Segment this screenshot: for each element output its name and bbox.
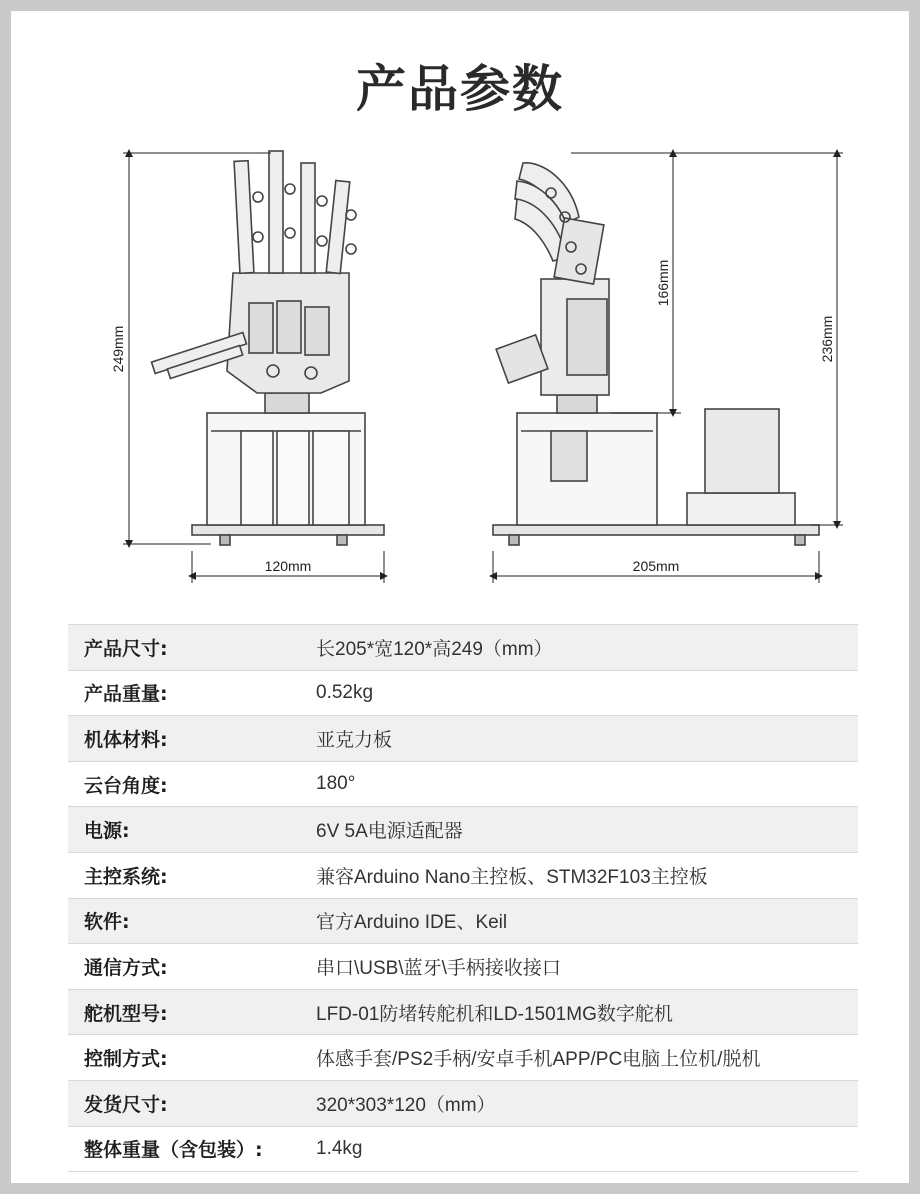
spec-row bbox=[68, 944, 858, 990]
front-width-label: 120mm bbox=[264, 558, 312, 574]
spec-value: 体感手套/PS2手柄/安卓手机APP/PC电脑上位机/脱机 bbox=[316, 1049, 761, 1071]
spec-label: 发货尺寸: bbox=[84, 1093, 168, 1116]
side-hand-height-label: 166mm bbox=[655, 259, 671, 307]
spec-label: 控制方式: bbox=[84, 1048, 168, 1071]
spec-row bbox=[68, 762, 858, 808]
spec-value: 长205*宽120*高249（mm） bbox=[316, 638, 553, 660]
spec-row bbox=[68, 671, 858, 717]
spec-value: 串口\USB\蓝牙\手柄接收接口 bbox=[316, 957, 561, 979]
spec-row bbox=[68, 807, 858, 853]
spec-value: 6V 5A电源适配器 bbox=[316, 821, 463, 843]
spec-label: 舵机型号: bbox=[84, 1002, 168, 1025]
spec-value: 1.4kg bbox=[316, 1137, 363, 1159]
spec-row bbox=[68, 1081, 858, 1127]
spec-label: 通信方式: bbox=[84, 956, 168, 979]
spec-row bbox=[68, 624, 858, 671]
spec-label: 整体重量（含包装）: bbox=[84, 1139, 263, 1162]
spec-value: 320*303*120（mm） bbox=[316, 1094, 496, 1116]
technical-drawing bbox=[11, 11, 909, 611]
spec-value: 亚克力板 bbox=[316, 729, 393, 751]
side-length-label: 205mm bbox=[632, 558, 680, 574]
page-title: 产品参数 bbox=[356, 60, 564, 118]
spec-value: LFD-01防堵转舵机和LD-1501MG数字舵机 bbox=[316, 1003, 673, 1025]
spec-label: 电源: bbox=[84, 820, 130, 843]
spec-label: 机体材料: bbox=[84, 728, 168, 751]
spec-row bbox=[68, 899, 858, 945]
spec-label: 云台角度: bbox=[84, 774, 168, 797]
spec-value: 180° bbox=[316, 773, 356, 795]
spec-value: 0.52kg bbox=[316, 681, 374, 703]
spec-table bbox=[68, 624, 858, 1172]
spec-label: 软件: bbox=[84, 911, 130, 934]
spec-value: 官方Arduino IDE、Keil bbox=[316, 912, 508, 934]
spec-row bbox=[68, 716, 858, 762]
spec-row bbox=[68, 1127, 858, 1173]
spec-label: 产品重量: bbox=[84, 683, 168, 706]
spec-label: 产品尺寸: bbox=[84, 637, 168, 660]
side-view bbox=[493, 163, 819, 545]
product-params-card bbox=[11, 11, 909, 1183]
spec-row bbox=[68, 1035, 858, 1081]
front-view bbox=[151, 151, 384, 545]
spec-row bbox=[68, 990, 858, 1036]
spec-label: 主控系统: bbox=[84, 865, 168, 888]
front-height-label: 249mm bbox=[110, 325, 126, 373]
spec-value: 兼容Arduino Nano主控板、STM32F103主控板 bbox=[316, 866, 708, 888]
side-total-height-label: 236mm bbox=[819, 315, 835, 363]
spec-row bbox=[68, 853, 858, 899]
